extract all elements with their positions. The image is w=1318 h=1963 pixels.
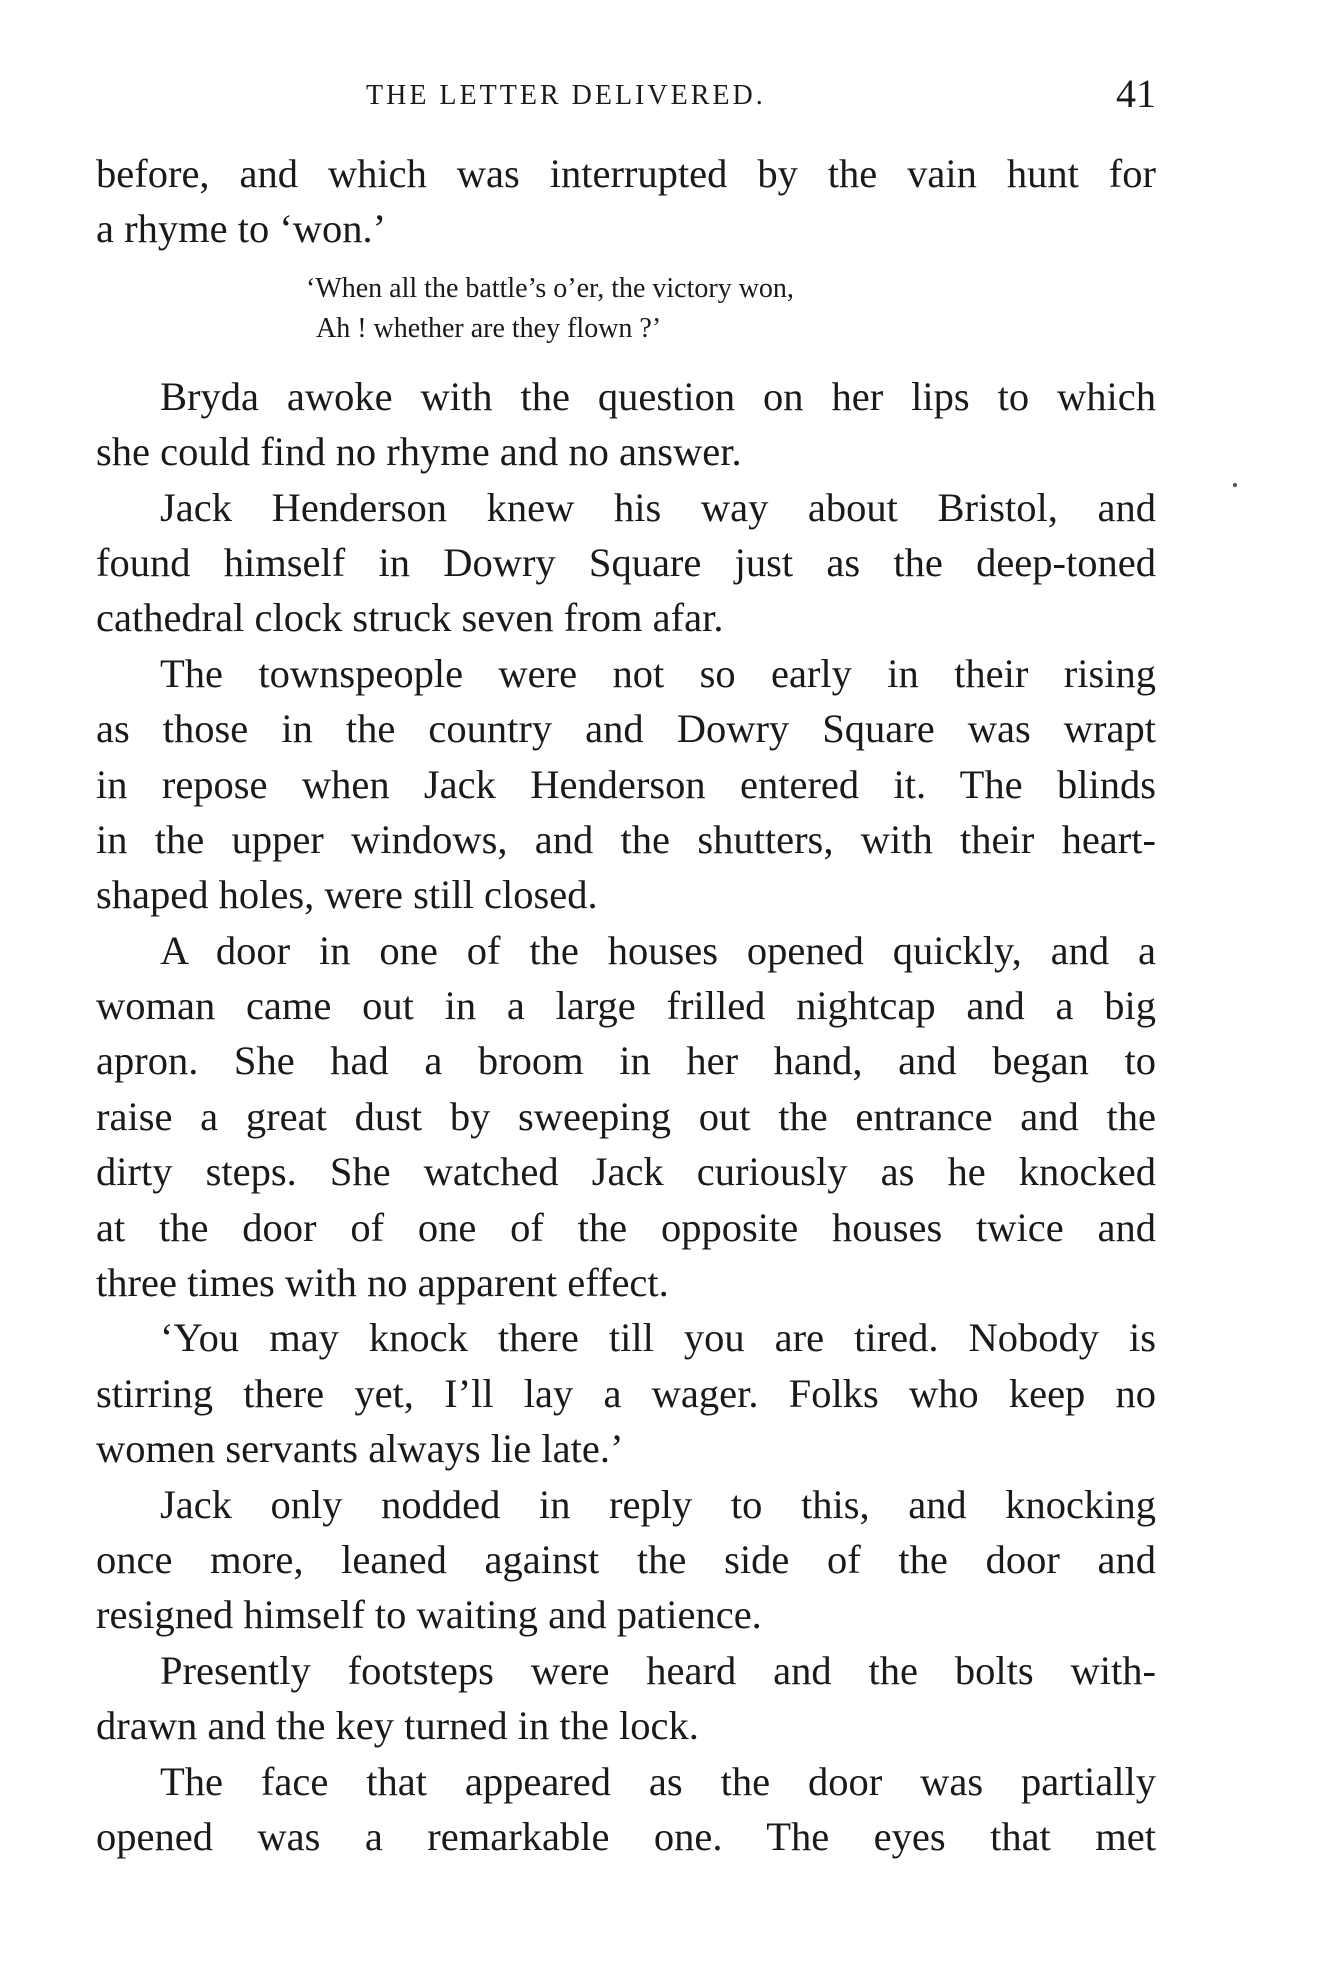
text-line: raise a great dust by sweeping out the entrance and the (96, 1093, 1156, 1139)
paragraph (96, 646, 1156, 923)
text-line: as those in the country and Dowry Square was wrapt (96, 706, 1156, 752)
paragraph (96, 369, 1156, 480)
text-line: apron. She had a broom in her hand, and began to (96, 1038, 1156, 1084)
text-line: resigned himself to waiting and patience. (96, 1592, 762, 1638)
text-line: The townspeople were not so early in their rising (160, 650, 1156, 696)
text-line: in repose when Jack Henderson entered it. The blinds (96, 761, 1156, 807)
text-line: women servants always lie late.’ (96, 1426, 624, 1472)
verse-line: ‘When all the battle’s o’er, the victory won, (306, 272, 794, 304)
running-header (96, 71, 1156, 118)
text-line: found himself in Dowry Square just as the deep-toned (96, 539, 1156, 585)
text-line: shaped holes, were still closed. (96, 872, 598, 918)
text-line: cathedral clock struck seven from afar. (96, 595, 724, 641)
paragraph (96, 1754, 1156, 1865)
paragraph (96, 146, 1156, 257)
text-line: in the upper windows, and the shutters, with their heart- (96, 816, 1156, 862)
text-line: dirty steps. She watched Jack curiously as he knocked (96, 1149, 1156, 1195)
page-number: 41 (1116, 71, 1156, 116)
body-text (96, 146, 1156, 1864)
paragraph (96, 1310, 1156, 1476)
text-line: ‘You may knock there till you are tired. Nobody is (160, 1315, 1156, 1361)
text-line: Jack Henderson knew his way about Bristol, and (160, 484, 1156, 530)
running-title: THE LETTER DELIVERED. (366, 80, 766, 111)
text-line: three times with no apparent effect. (96, 1260, 669, 1306)
text-line: stirring there yet, I’ll lay a wager. Folks who keep no (96, 1370, 1156, 1416)
text-line: opened was a remarkable one. The eyes that met (96, 1813, 1156, 1859)
text-line: she could find no rhyme and no answer. (96, 429, 742, 475)
text-line: Bryda awoke with the question on her lips to which (160, 373, 1156, 419)
text-line: A door in one of the houses opened quickly, and a (160, 927, 1156, 973)
text-line: at the door of one of the opposite houses twice and (96, 1204, 1156, 1250)
paragraph (96, 923, 1156, 1311)
verse-line: Ah ! whether are they flown ?’ (316, 312, 662, 344)
verse-quotation (96, 269, 1156, 349)
text-line: woman came out in a large frilled nightcap and a big (96, 983, 1156, 1029)
text-line: before, and which was interrupted by the vain hunt for (96, 151, 1156, 196)
text-line: drawn and the key turned in the lock. (96, 1703, 699, 1749)
paragraph (96, 1643, 1156, 1754)
text-line: a rhyme to ‘won.’ (96, 206, 387, 252)
paragraph (96, 480, 1156, 646)
paragraph (96, 1477, 1156, 1643)
text-line: Jack only nodded in reply to this, and knocking (160, 1481, 1156, 1527)
print-speck (1233, 483, 1237, 487)
text-line: once more, leaned against the side of the door and (96, 1536, 1156, 1582)
text-line: The face that appeared as the door was partially (160, 1758, 1156, 1804)
text-line: Presently footsteps were heard and the bolts with- (160, 1647, 1156, 1693)
